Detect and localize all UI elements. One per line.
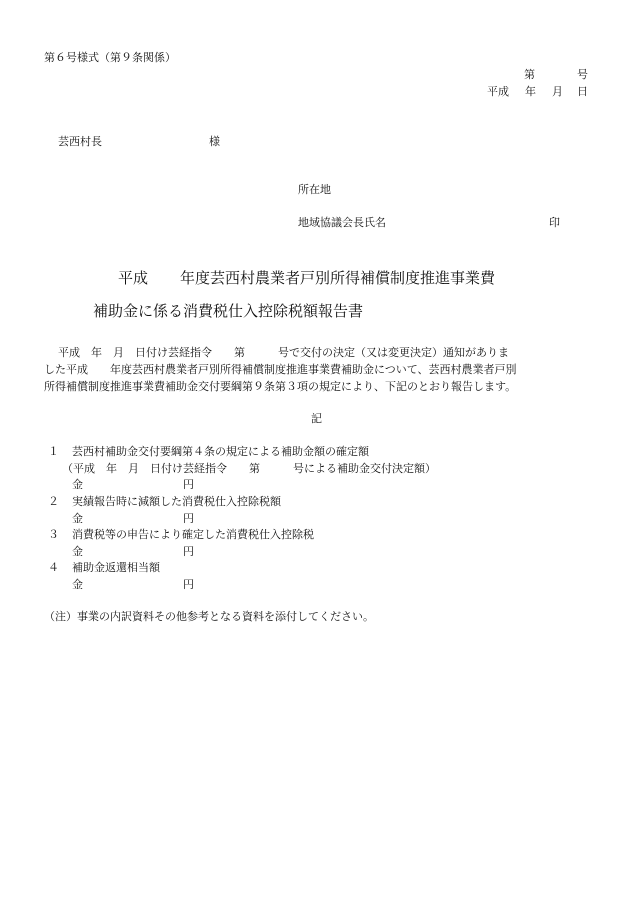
addressee-honorific: 様 — [209, 135, 220, 148]
doc-date-month: 月 — [552, 85, 563, 98]
seal-mark: 印 — [549, 216, 560, 229]
item-4-kin: 金 — [72, 578, 83, 591]
item-2-text: 実績報告時に減額した消費税仕入控除税額 — [72, 495, 281, 508]
doc-date-year: 年 — [525, 85, 536, 98]
item-2-kin: 金 — [72, 512, 83, 525]
footnote: （注）事業の内訳資料その他参考となる資料を添付してください。 — [44, 610, 374, 623]
body-line-1: 平成 年 月 日付け芸経指令 第 号で交付の決定（又は変更決定）通知がありま — [58, 346, 509, 359]
item-2-number: ２ — [48, 495, 59, 508]
item-3-text: 消費税等の申告により確定した消費税仕入控除税 — [72, 528, 314, 541]
item-4-yen: 円 — [183, 578, 194, 591]
addressee-name: 芸西村長 — [58, 135, 102, 148]
title-line1: 年度芸西村農業者戸別所得補償制度推進事業費 — [180, 269, 496, 287]
form-number: 第６号様式（第９条関係） — [44, 51, 176, 64]
item-1-number: １ — [48, 445, 59, 458]
item-3-number: ３ — [48, 528, 59, 541]
doc-date-day: 日 — [577, 85, 588, 98]
item-3-kin: 金 — [72, 545, 83, 558]
doc-date-era: 平成 — [487, 85, 509, 98]
ki-heading: 記 — [311, 412, 322, 425]
body-line-2: した平成 年度芸西村農業者戸別所得補償制度推進事業費補助金について、芸西村農業者戸別 — [44, 363, 517, 376]
item-2-yen: 円 — [183, 512, 194, 525]
item-4-number: ４ — [48, 561, 59, 574]
doc-number-go: 号 — [577, 68, 588, 81]
item-1-note: （平成 年 月 日付け芸経指令 第 号による補助金交付決定額） — [62, 462, 436, 475]
item-1-kin: 金 — [72, 478, 83, 491]
item-1-text: 芸西村補助金交付要綱第４条の規定による補助金額の確定額 — [72, 445, 369, 458]
item-4-text: 補助金返還相当額 — [72, 561, 160, 574]
body-line-3: 所得補償制度推進事業費補助金交付要綱第９条第３項の規定により、下記のとおり報告します。 — [44, 380, 517, 393]
item-3-yen: 円 — [183, 545, 194, 558]
doc-number-dai: 第 — [524, 68, 535, 81]
title-line1-era: 平成 — [118, 269, 149, 287]
representative-name-label: 地域協議会長氏名 — [298, 216, 386, 229]
item-1-yen: 円 — [183, 478, 194, 491]
address-label: 所在地 — [298, 183, 331, 196]
title-line2: 補助金に係る消費税仕入控除税額報告書 — [93, 302, 364, 320]
